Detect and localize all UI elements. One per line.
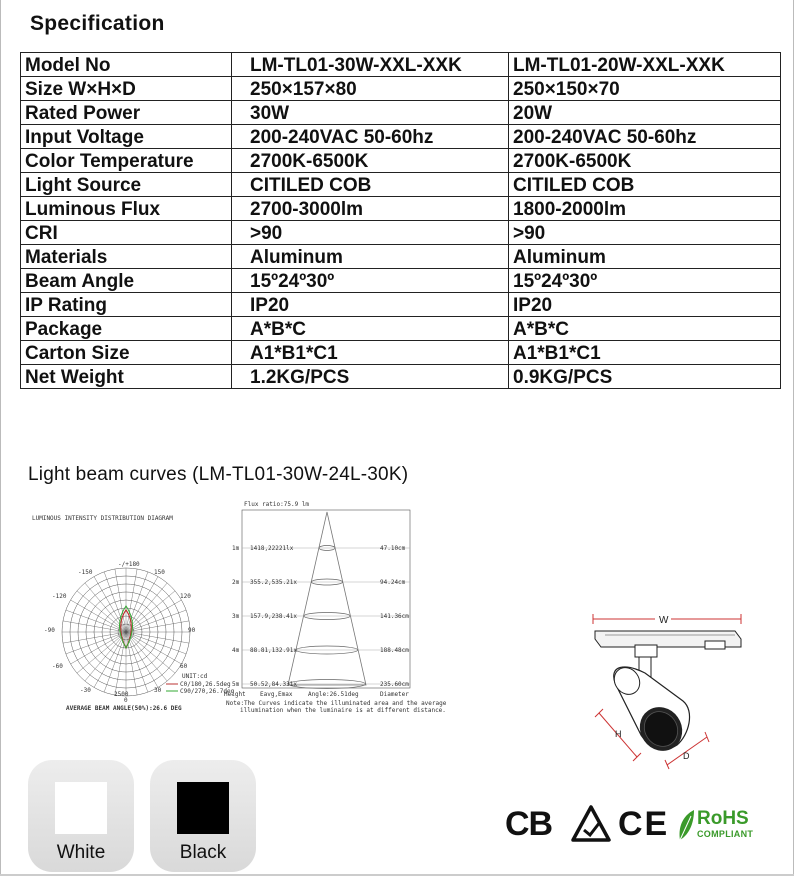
spec-value-20w: >90 <box>509 221 781 245</box>
spec-label: Size W×H×D <box>21 77 232 101</box>
spec-title: Specification <box>30 12 165 35</box>
spec-value-30w: 15º24º30º <box>232 269 509 293</box>
polar-legend-c90: C90/270,26.7deg <box>180 688 235 695</box>
spec-value-20w: IP20 <box>509 293 781 317</box>
white-swatch <box>55 782 107 834</box>
spec-label: CRI <box>21 221 232 245</box>
illum-col-height: Height <box>224 691 246 698</box>
spec-value-20w: 20W <box>509 101 781 125</box>
illum-diameter: 188.48cm <box>380 647 409 654</box>
illum-rows <box>232 545 410 689</box>
ce-logo: CE <box>618 805 670 843</box>
angle-label-r90: 90 <box>188 627 196 634</box>
spec-table <box>20 52 781 389</box>
polar-legend-c0: C0/180,26.5deg <box>180 681 231 688</box>
spec-row <box>21 197 781 221</box>
spec-row <box>21 317 781 341</box>
illum-note-2: illumination when the luminaire is at different distance. <box>240 707 446 714</box>
spec-row <box>21 221 781 245</box>
illum-height: 3m <box>232 613 240 620</box>
color-option-white <box>28 760 134 872</box>
spec-row <box>21 245 781 269</box>
spec-row <box>21 341 781 365</box>
spec-value-20w: 2700K-6500K <box>509 149 781 173</box>
spec-label: Beam Angle <box>21 269 232 293</box>
spec-value-20w: 15º24º30º <box>509 269 781 293</box>
spec-value-30w: A*B*C <box>232 317 509 341</box>
polar-unit: UNIT:cd <box>182 673 208 680</box>
spec-label: Package <box>21 317 232 341</box>
dim-d-label: D <box>683 751 690 761</box>
illum-diameter: 141.36cm <box>380 613 409 620</box>
spec-value-30w: A1*B1*C1 <box>232 341 509 365</box>
spec-value-30w: 2700K-6500K <box>232 149 509 173</box>
spec-value-20w: 200-240VAC 50-60hz <box>509 125 781 149</box>
beam-curves-title: Light beam curves (LM-TL01-30W-24L-30K) <box>28 464 409 485</box>
spec-value-30w: LM-TL01-30W-XXL-XXK <box>232 53 509 77</box>
rcm-triangle-icon <box>570 804 612 844</box>
polar-footer: AVERAGE BEAM ANGLE(50%):26.6 DEG <box>66 705 182 712</box>
color-option-black <box>150 760 256 872</box>
spec-value-20w: 1800-2000lm <box>509 197 781 221</box>
spec-row <box>21 293 781 317</box>
illum-height: 1m <box>232 545 240 552</box>
spec-row <box>21 149 781 173</box>
angle-label-l30: -30 <box>80 687 91 694</box>
angle-label-l60: -60 <box>52 663 63 670</box>
illum-header: Flux ratio:75.9 lm <box>244 501 310 508</box>
spec-row <box>21 365 781 389</box>
angle-label-l90: -90 <box>44 627 55 634</box>
spec-row <box>21 53 781 77</box>
page-border-left <box>0 0 1 876</box>
illum-col-lux: Eavg,Emax <box>260 691 293 698</box>
dim-h-label: H <box>615 729 622 739</box>
spec-value-30w: CITILED COB <box>232 173 509 197</box>
spec-label: Model No <box>21 53 232 77</box>
angle-label-r150: 150 <box>154 569 165 576</box>
angle-label-l120: -120 <box>52 593 67 600</box>
spec-value-20w: A1*B1*C1 <box>509 341 781 365</box>
spec-label: Materials <box>21 245 232 269</box>
spec-label: Color Temperature <box>21 149 232 173</box>
spec-value-20w: 0.9KG/PCS <box>509 365 781 389</box>
spec-value-20w: CITILED COB <box>509 173 781 197</box>
angle-label-r60: 60 <box>180 663 188 670</box>
illum-height: 5m <box>232 681 240 688</box>
spec-value-20w: LM-TL01-20W-XXL-XXK <box>509 53 781 77</box>
leaf-icon <box>676 808 696 842</box>
spec-row <box>21 125 781 149</box>
illum-lux: 1418,22221lx <box>250 545 294 552</box>
spec-value-20w: A*B*C <box>509 317 781 341</box>
illum-diameter: 47.10cm <box>380 545 406 552</box>
spec-value-30w: 1.2KG/PCS <box>232 365 509 389</box>
spec-label: Input Voltage <box>21 125 232 149</box>
dim-w-label: W <box>659 615 669 626</box>
illum-lux: 88.81,132.91x <box>250 647 297 654</box>
angle-label-bottom: 0 <box>124 697 128 704</box>
color-label-white: White <box>56 842 106 863</box>
product-dimension-drawing <box>585 605 755 775</box>
spec-value-20w: 250×150×70 <box>509 77 781 101</box>
illum-note-1: Note:The Curves indicate the illuminated area and the average <box>226 700 447 707</box>
illum-col-angle: Angle:26.51deg <box>308 691 359 698</box>
angle-label-r120: 120 <box>180 593 191 600</box>
illum-lux: 355.2,535.21x <box>250 579 297 586</box>
angle-label-top: -/+180 <box>118 561 140 568</box>
illum-diameter: 235.60cm <box>380 681 409 688</box>
illum-lux: 157.9,238.41x <box>250 613 297 620</box>
illum-height: 2m <box>232 579 240 586</box>
spec-value-30w: 200-240VAC 50-60hz <box>232 125 509 149</box>
cb-logo: CB <box>505 805 553 843</box>
spec-row <box>21 77 781 101</box>
polar-grid <box>62 568 190 696</box>
spec-value-30w: >90 <box>232 221 509 245</box>
illum-diameter: 94.24cm <box>380 579 406 586</box>
illum-height: 4m <box>232 647 240 654</box>
spec-row <box>21 101 781 125</box>
rohs-compliant-text: COMPLIANT <box>697 829 754 839</box>
rohs-logo: RoHS <box>697 808 749 829</box>
polar-caption: LUMINOUS INTENSITY DISTRIBUTION DIAGRAM <box>32 515 173 522</box>
spec-label: Luminous Flux <box>21 197 232 221</box>
illum-lux: 50.52,84.331x <box>250 681 297 688</box>
spec-label: Light Source <box>21 173 232 197</box>
color-label-black: Black <box>179 842 227 863</box>
spec-label: IP Rating <box>21 293 232 317</box>
spec-value-30w: 2700-3000lm <box>232 197 509 221</box>
spec-label: Net Weight <box>21 365 232 389</box>
spec-value-20w: Aluminum <box>509 245 781 269</box>
illuminance-diagram <box>222 500 447 716</box>
scale-label-2500: 2500 <box>114 691 129 698</box>
spec-value-30w: Aluminum <box>232 245 509 269</box>
angle-label-l150: -150 <box>78 569 93 576</box>
black-swatch <box>177 782 229 834</box>
spec-label: Carton Size <box>21 341 232 365</box>
spec-row <box>21 173 781 197</box>
illum-col-dia: Diameter <box>380 691 409 698</box>
spec-label: Rated Power <box>21 101 232 125</box>
spec-row <box>21 269 781 293</box>
spec-value-30w: 30W <box>232 101 509 125</box>
spec-value-30w: IP20 <box>232 293 509 317</box>
spec-value-30w: 250×157×80 <box>232 77 509 101</box>
angle-label-r30: 30 <box>154 687 162 694</box>
